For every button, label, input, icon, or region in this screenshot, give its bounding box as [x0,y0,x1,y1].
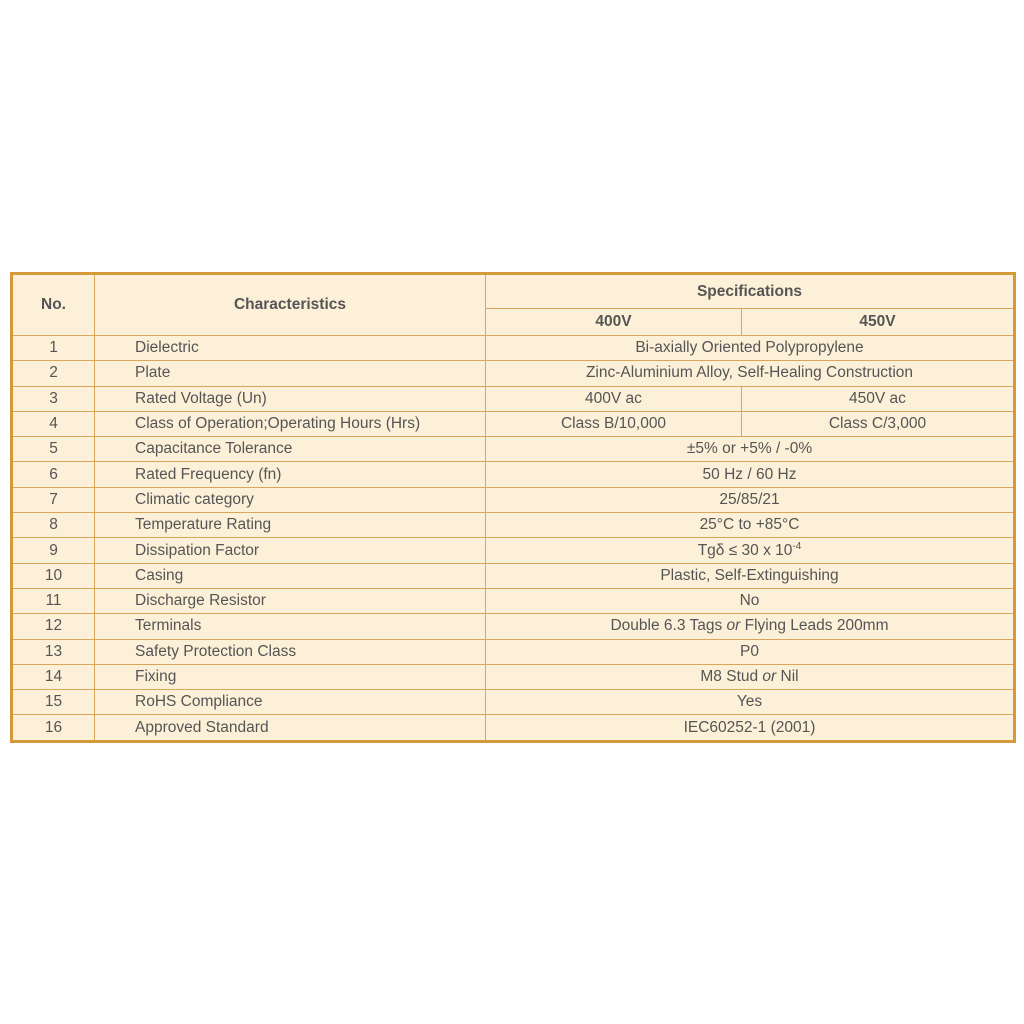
table-row [12,690,1015,715]
characteristic-cell: Capacitance Tolerance [95,437,486,462]
row-number: 7 [12,487,95,512]
characteristic-cell: Dielectric [95,336,486,361]
spec-text: Zinc-Aluminium Alloy, Self-Healing Construction [585,364,914,382]
row-number: 3 [12,386,95,411]
spec-text: P0 [740,642,759,660]
spec-text: M8 Stud [700,668,763,685]
spec-400v-cell: Class B/10,000 [486,411,742,436]
characteristic-cell: Approved Standard [95,715,486,741]
spec-text: 50 Hz / 60 Hz [702,465,797,483]
characteristic-cell: Temperature Rating [95,513,486,538]
spec-450v-cell: Class C/3,000 [742,411,1015,436]
row-number: 1 [12,336,95,361]
spec-cell [486,462,1015,487]
header-characteristics: Characteristics [95,274,486,336]
spec-400v-cell: 400V ac [486,386,742,411]
table-row [12,336,1015,361]
characteristic-cell: Climatic category [95,487,486,512]
spec-text: Plastic, Self-Extinguishing [660,566,839,584]
characteristic-cell: Discharge Resistor [95,588,486,613]
spec-text: 25/85/21 [719,490,780,508]
header-450v: 450V [742,309,1015,336]
table-row [12,462,1015,487]
row-number: 4 [12,411,95,436]
spec-text: or [762,668,777,685]
table-row [12,614,1015,639]
spec-cell [486,437,1015,462]
row-number: 5 [12,437,95,462]
specifications-table [10,272,1016,743]
spec-text: IEC60252-1 (2001) [683,718,816,736]
table-row [12,513,1015,538]
row-number: 9 [12,538,95,563]
header-specifications: Specifications [486,274,1015,309]
table-row [12,361,1015,386]
row-number: 2 [12,361,95,386]
header-no: No. [12,274,95,336]
row-number: 8 [12,513,95,538]
row-number: 12 [12,614,95,639]
row-number: 15 [12,690,95,715]
spec-cell [486,336,1015,361]
spec-cell [486,361,1015,386]
characteristic-cell: Fixing [95,664,486,689]
characteristic-cell: Rated Frequency (fn) [95,462,486,487]
table-row [12,538,1015,563]
spec-cell [486,715,1015,741]
row-number: 13 [12,639,95,664]
characteristic-cell: Safety Protection Class [95,639,486,664]
header-400v: 400V [486,309,742,336]
characteristic-cell: Terminals [95,614,486,639]
characteristic-cell: Dissipation Factor [95,538,486,563]
row-number: 11 [12,588,95,613]
table-row [12,664,1015,689]
spec-text: -4 [792,540,802,552]
characteristic-cell: Class of Operation;Operating Hours (Hrs) [95,411,486,436]
spec-cell [486,664,1015,689]
table-row [12,588,1015,613]
spec-text: Nil [776,668,799,685]
spec-450v-cell: 450V ac [742,386,1015,411]
row-number: 6 [12,462,95,487]
table-row [12,563,1015,588]
spec-cell [486,614,1015,639]
spec-cell [486,513,1015,538]
spec-text: Bi-axially Oriented Polypropylene [635,339,864,357]
spec-text: Tgδ ≤ 30 x 10 [697,541,793,559]
characteristic-cell: Casing [95,563,486,588]
characteristic-cell: RoHS Compliance [95,690,486,715]
row-number: 14 [12,664,95,689]
spec-cell [486,563,1015,588]
spec-cell [486,588,1015,613]
table-row [12,437,1015,462]
spec-text: ±5% or +5% / -0% [686,440,813,458]
table-row [12,386,1015,411]
table-row [12,639,1015,664]
table-row [12,411,1015,436]
spec-text: No [739,592,760,610]
spec-text: Double 6.3 Tags [610,617,727,635]
spec-cell [486,538,1015,563]
characteristic-cell: Rated Voltage (Un) [95,386,486,411]
spec-cell [486,639,1015,664]
characteristic-cell: Plate [95,361,486,386]
row-number: 10 [12,563,95,588]
spec-cell [486,690,1015,715]
spec-text: Flying Leads 200mm [740,617,889,635]
spec-cell [486,487,1015,512]
spec-text: Yes [736,693,763,711]
row-number: 16 [12,715,95,741]
table-row [12,487,1015,512]
spec-text: or [726,617,741,635]
spec-text: 25°C to +85°C [699,516,800,534]
table-row [12,715,1015,741]
